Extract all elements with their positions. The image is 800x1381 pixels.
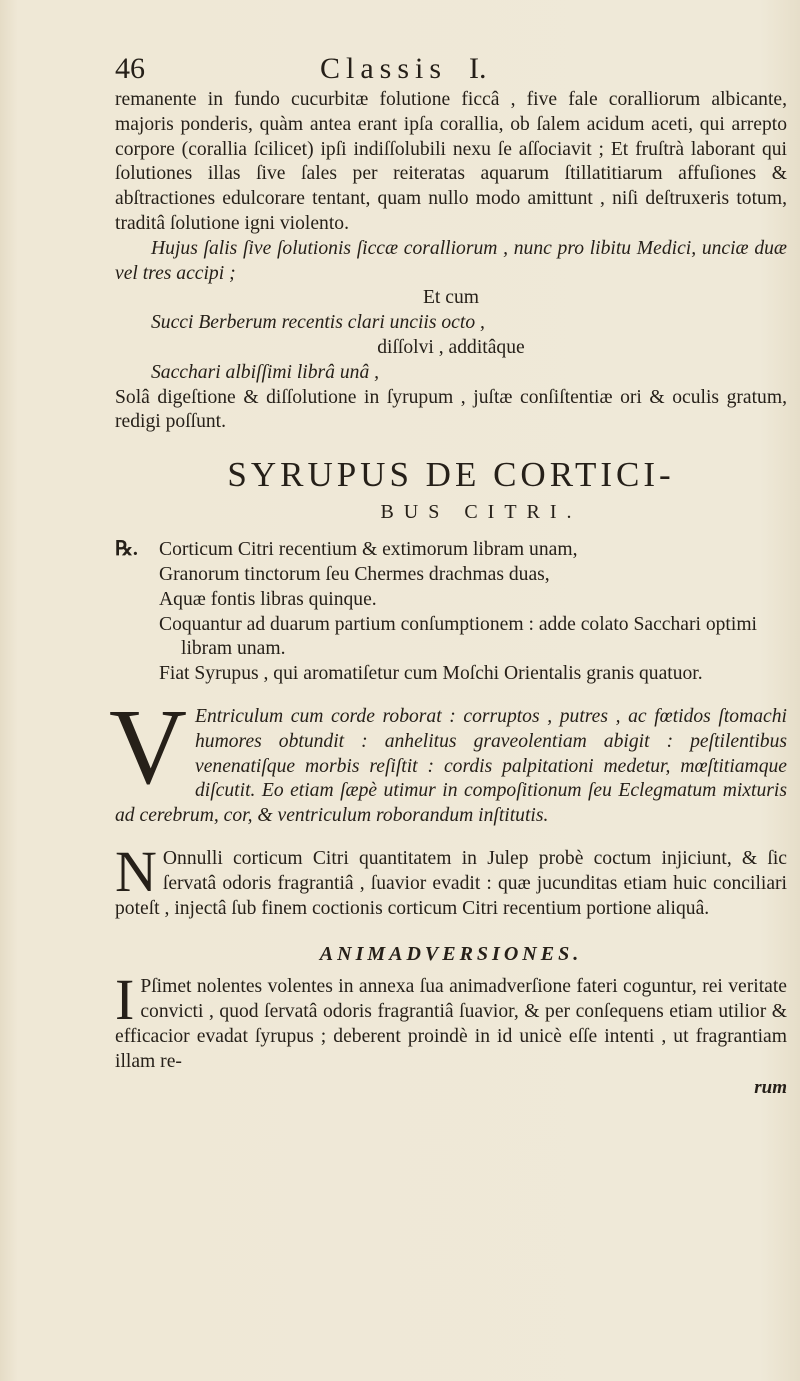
animadversiones-section — [115, 967, 787, 1074]
dropcap-i: I — [115, 967, 135, 1033]
recipe-symbol: ℞. — [115, 538, 138, 561]
running-title-text: Classis — [320, 52, 448, 85]
page-content — [109, 44, 787, 1099]
animadversiones-heading: ANIMADVERSIONES. — [319, 943, 583, 966]
virtues-section — [109, 687, 787, 829]
recipe-line: Aquæ fontis libras quinque. — [159, 588, 377, 610]
paragraph-sacchari: Sacchari albiſſimi librâ unâ , — [151, 361, 380, 383]
recipe-line: Granorum tinctorum ſeu Chermes drachmas duas, — [159, 563, 550, 585]
running-head — [115, 44, 787, 88]
recipe-heading-line2: BUS CITRI. — [380, 501, 582, 524]
paragraph-hujus: Hujus ſalis ſive ſolutionis ſiccæ coralliorum , nunc pro libitu Medici, unciæ duæ vel tres accipi ; — [115, 237, 787, 284]
dropcap-v: V — [109, 687, 187, 807]
virtues-text: Entriculum cum corde roborat : corruptos , putres , ac fœtidos ſtomachi humores obtundit : anhelitus graveolentiam abigit : peſtilentibus venenatiſque morbis reſiſtit : cordis palpitationi medetur, mœſtitiamque diſcutit. Eo etiam ſæpè utimur in compoſitionum ſeu Eclegmatum mixturis ad cerebrum, cor, & ventriculum roborandum inſtitutis. — [115, 705, 787, 827]
animadversiones-text: Pſimet nolentes volentes in annexa ſua animadverſione fateri coguntur, rei veritate convicti , quod ſervatâ odoris fragrantiâ ſuavior, & per conſequens etiam utilior & efficacior evadat ſyrupus ; deberent proindè in id unicè eſſe intenti , ut fragrantiam illam re- — [115, 976, 787, 1072]
paragraph-sola: Solâ digeſtione & diſſolutione in ſyrupum , juſtæ conſiſtentiæ ori & oculis gratum, redigi poſſunt. — [115, 386, 787, 433]
paragraph-dissolvi: diſſolvi , additâque — [377, 336, 525, 358]
recipe-line: Coquantur ad duarum partium conſumptionem : adde colato Sacchari optimi libram unam. — [159, 613, 758, 660]
recipe-line-text: Corticum Citri recentium & extimorum libram unam, — [159, 539, 578, 561]
running-title — [320, 52, 487, 86]
dropcap-n: N — [115, 838, 157, 904]
recipe-line: Fiat Syrupus , qui aromatiſetur cum Moſchi Orientalis granis quatuor. — [159, 663, 703, 685]
paragraph-remanente: remanente in fundo cucurbitæ folutione ficcâ , five fale coralliorum albicante, majoris ponderis, quàm antea erant ipſa corallia, ob ſalem acidum aceti, qui arrepto corpore (corallia ſcilicet) ipſi indiſſolubili nexu ſe aſſociavit ; Et fruſtrà laborant qui ſolutiones illas ſive ſales per reiteratas aquarum ſtillatitiarum affuſiones & abſtractiones edulcorare tentant, quam nullo modo amittunt , niſi deſtruxeris totum, traditâ ſolutione igni violento. — [115, 89, 787, 234]
recipe-ingredients — [115, 537, 787, 687]
running-title-number: I. — [469, 52, 487, 85]
catchword: rum — [754, 1076, 787, 1098]
paragraph-et-cum: Et cum — [422, 287, 480, 309]
paragraph-succi: Succi Berberum recentis clari unciis octo , — [151, 312, 485, 334]
recipe-heading-line1: SYRUPUS DE CORTICI- — [227, 455, 675, 495]
nonnulli-text: Onnulli corticum Citri quantitatem in Julep probè coctum injiciunt, & ſic ſervatâ odoris fragrantiâ , ſuavior evadit : quæ jucunditas etiam huic conciliari poteſt , injectâ ſub finem coctionis corticum Citri recentium portione aliquâ. — [115, 847, 787, 919]
recipe-line — [115, 537, 787, 563]
page-number: 46 — [115, 52, 145, 85]
nonnulli-section — [115, 838, 787, 921]
